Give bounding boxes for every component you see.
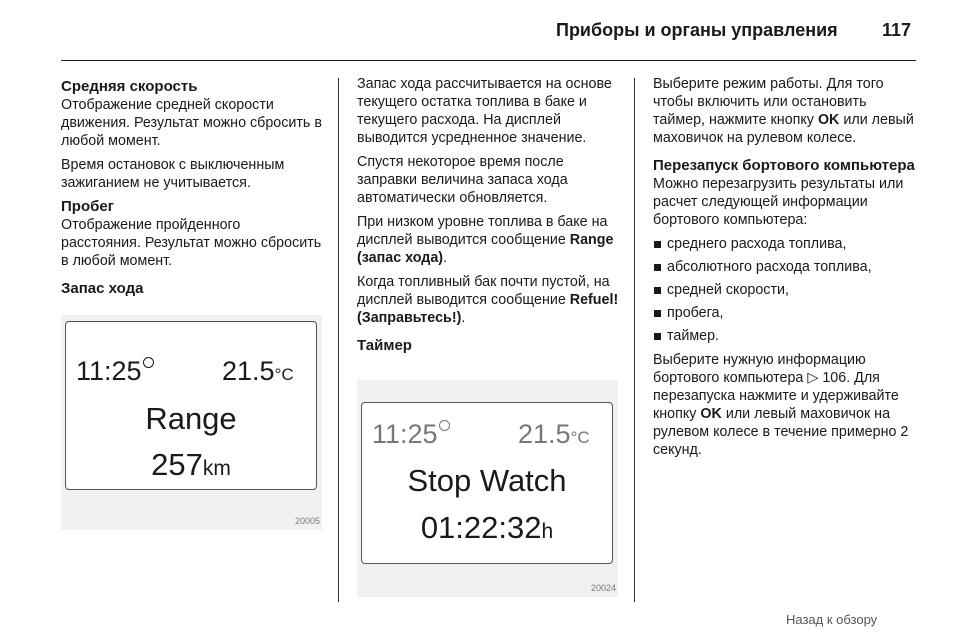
display-value: 01:22:32h [420, 510, 554, 545]
list-item: средней скорости, [653, 281, 917, 299]
list-item: пробега, [653, 304, 917, 322]
display-time: 11:25 [372, 419, 450, 450]
reset-instructions: Выберите нужную информацию бортового компьютера ▷ 106. Для перезапуска нажмите и удерживайте кнопку OK или левый маховичок на рулевом колесе в течение примерно 2 секунд. [653, 352, 909, 458]
range-heading: Запас хода [61, 280, 144, 297]
low-fuel-text: При низком уровне топлива в баке на дисплей выводится сообщение Range (запас хода). [357, 214, 614, 266]
timer-display-screen [361, 402, 613, 564]
display-temperature: 21.5°C [518, 419, 590, 449]
page-ref-link[interactable]: 106 [822, 370, 847, 386]
page-ref-arrow-icon: ▷ [807, 370, 819, 386]
rds-clock-icon [143, 357, 154, 368]
display-value: 257km [151, 447, 231, 482]
rds-clock-icon [439, 420, 450, 431]
reset-list [653, 235, 917, 345]
display-temperature: 21.5°C [222, 356, 294, 386]
header-divider [61, 60, 916, 61]
column-divider-1 [338, 78, 339, 602]
range-calc-text: Запас хода рассчитывается на основе текущего остатка топлива в баке и текущего расхода. На дисплей выводится усредненное значение. [357, 76, 612, 146]
mileage-heading: Пробег [61, 198, 114, 215]
column-2 [357, 75, 619, 355]
range-display-screen [65, 321, 317, 490]
list-item: среднего расхода топлива, [653, 235, 917, 253]
timer-figure [357, 380, 618, 597]
timer-mode-text: Выберите режим работы. Для того чтобы включить или остановить таймер, нажмите кнопку OK или левый маховичок на рулевом колесе. [653, 76, 914, 146]
page-title: Приборы и органы управления [556, 20, 838, 40]
column-1 [61, 78, 323, 298]
mileage-text: Отображение пройденного расстояния. Результат можно сбросить в любой момент. [61, 217, 322, 269]
ok-button-label: OK [700, 406, 722, 422]
back-to-overview-link[interactable]: Назад к обзору [786, 612, 878, 627]
timer-heading: Таймер [357, 337, 412, 354]
figure-id: 20024 [590, 583, 616, 593]
column-divider-2 [634, 78, 635, 602]
avg-speed-heading: Средняя скорость [61, 78, 198, 95]
figure-id: 20005 [294, 516, 320, 526]
list-item: абсолютного расхода топлива, [653, 258, 917, 276]
empty-tank-text: Когда топливный бак почти пустой, на дисплей выводится сообщение Refuel! (Заправьтесь!). [357, 274, 619, 326]
range-update-text: Спустя некоторое время после заправки величина запаса хода автоматически обновляется. [357, 154, 568, 206]
avg-speed-text: Отображение средней скорости движения. Результат можно сбросить в любой момент. [61, 97, 322, 149]
display-time: 11:25 [76, 356, 154, 387]
list-item: таймер. [653, 327, 917, 345]
display-label: Stop Watch [407, 463, 567, 498]
display-label: Range [145, 401, 237, 436]
reset-heading: Перезапуск бортового компьютера [653, 157, 915, 174]
page-number: 117 [882, 20, 912, 40]
ok-button-label: OK [817, 112, 840, 128]
range-message: Range (запас хода) [357, 232, 614, 266]
reset-intro: Можно перезагрузить результаты или расчет следующей информации бортового компьютера: [653, 176, 904, 228]
refuel-message: Refuel! (Заправьтесь!) [357, 292, 619, 326]
column-3 [653, 75, 917, 465]
avg-speed-note: Время остановок с выключенным зажиганием не учитывается. [61, 157, 285, 191]
range-figure [61, 315, 322, 530]
